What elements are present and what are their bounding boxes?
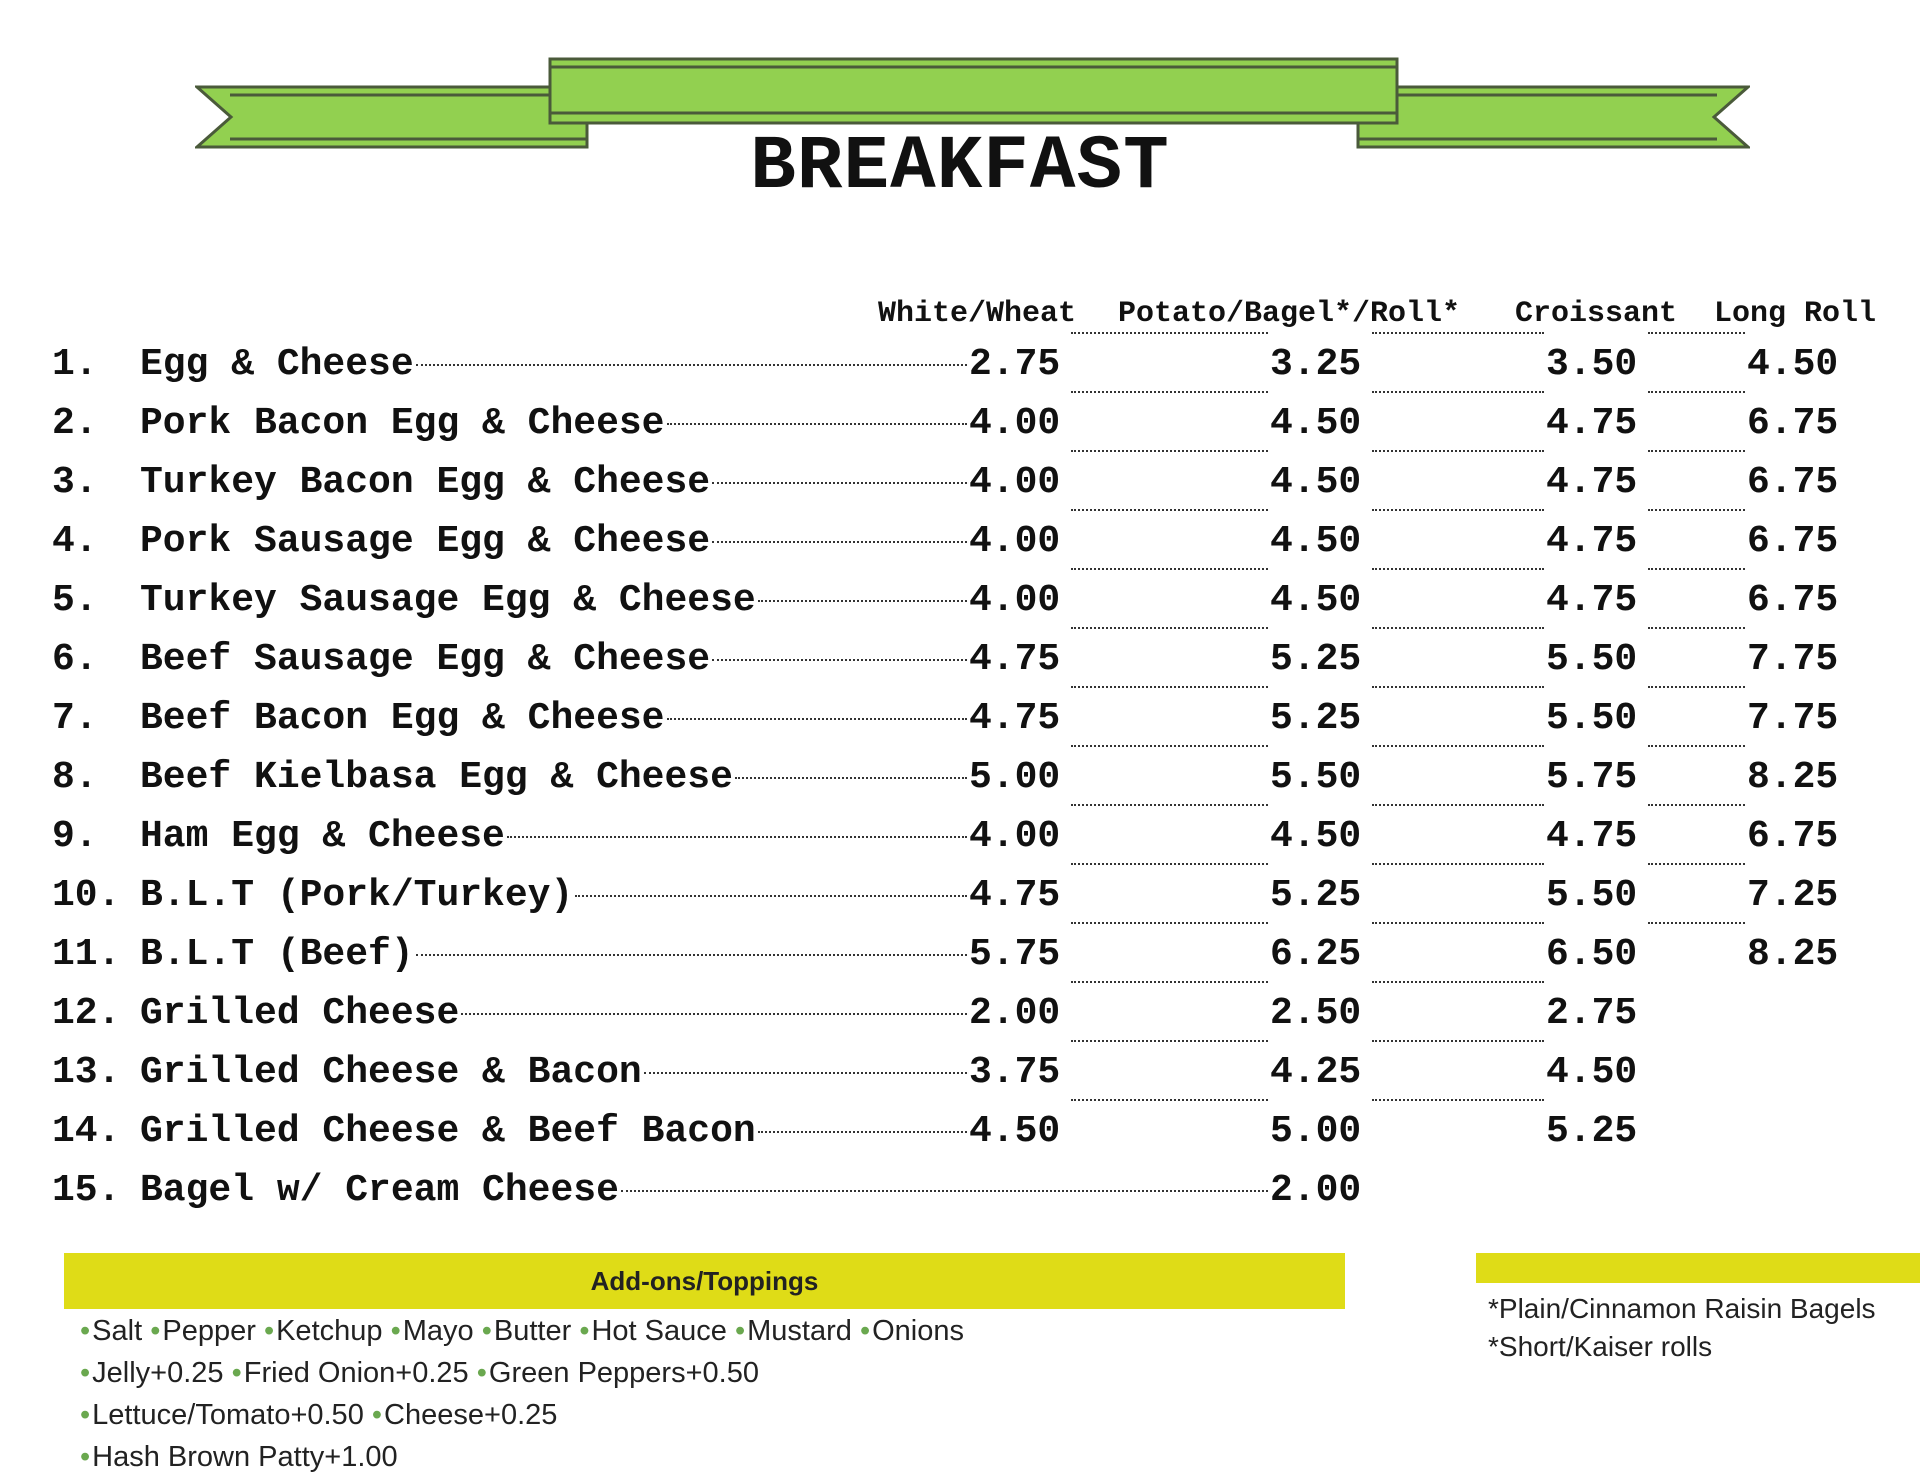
- price-leader: [1069, 635, 1270, 637]
- menu-row: [0, 340, 1920, 399]
- addon-item: Pepper: [162, 1315, 256, 1347]
- column-header-white-wheat: White/Wheat: [878, 297, 1077, 331]
- menu-item-price: 7.25: [1747, 874, 1839, 917]
- dot-leader: [1372, 686, 1544, 688]
- menu-row: [0, 458, 1920, 517]
- addon-item: Ketchup: [276, 1315, 383, 1347]
- menu-row: [0, 1166, 1920, 1225]
- menu-item-price: 5.00: [969, 756, 1061, 799]
- dot-leader: [1648, 509, 1745, 511]
- menu-item-name: Pork Bacon Egg & Cheese: [140, 402, 665, 445]
- menu-item-price: 4.75: [1546, 402, 1638, 445]
- menu-row: [0, 399, 1920, 458]
- addon-item: Onions: [872, 1315, 964, 1347]
- price-leader: [1069, 930, 1270, 932]
- menu-item-price: 4.50: [1270, 579, 1362, 622]
- menu-item-number: 4.: [52, 520, 98, 563]
- dot-leader: [758, 600, 967, 602]
- menu-item-leader: [140, 517, 969, 567]
- column-header-potato-bagel-roll: Potato/Bagel*/Roll*: [1118, 297, 1461, 331]
- addons-line: [80, 1394, 964, 1436]
- menu-item-price: 4.75: [1546, 520, 1638, 563]
- price-leader: [1646, 694, 1747, 696]
- menu-item-number: 3.: [52, 461, 98, 504]
- menu-item-name: B.L.T (Beef): [140, 933, 414, 976]
- dot-leader: [1071, 745, 1268, 747]
- dot-leader: [1071, 1099, 1268, 1101]
- bullet-icon: •: [231, 1357, 242, 1389]
- dot-leader: [507, 836, 967, 838]
- dot-leader: [1372, 450, 1544, 452]
- price-leader: [1069, 399, 1270, 401]
- dot-leader: [575, 895, 967, 897]
- menu-item-name: Beef Sausage Egg & Cheese: [140, 638, 711, 681]
- price-leader: [1646, 517, 1747, 519]
- menu-item-leader: [140, 340, 969, 390]
- menu-item-price: 5.00: [1270, 1110, 1362, 1153]
- menu-item-price: 7.75: [1747, 638, 1839, 681]
- menu-item-name: Beef Bacon Egg & Cheese: [140, 697, 665, 740]
- dot-leader: [1372, 391, 1544, 393]
- dot-leader: [712, 541, 967, 543]
- column-header-long-roll: Long Roll: [1714, 297, 1877, 331]
- dot-leader: [1071, 332, 1268, 334]
- dot-leader: [1071, 509, 1268, 511]
- menu-item-price: 5.25: [1270, 638, 1362, 681]
- dot-leader: [1071, 922, 1268, 924]
- menu-item-leader: [140, 930, 969, 980]
- menu-item-price: 2.00: [1270, 1169, 1362, 1212]
- price-leader: [1646, 871, 1747, 873]
- dot-leader: [1071, 981, 1268, 983]
- price-leader: [1069, 458, 1270, 460]
- dot-leader: [667, 423, 968, 425]
- menu-row: [0, 871, 1920, 930]
- menu-row: [0, 1048, 1920, 1107]
- bullet-icon: •: [80, 1441, 91, 1473]
- price-leader: [1646, 635, 1747, 637]
- menu-item-leader: [140, 635, 969, 685]
- bullet-icon: •: [80, 1357, 91, 1389]
- dot-leader: [416, 364, 967, 366]
- bullet-icon: •: [734, 1315, 746, 1347]
- dot-leader: [1372, 1040, 1544, 1042]
- dot-leader: [712, 482, 967, 484]
- dot-leader: [712, 659, 967, 661]
- menu-item-leader: [140, 576, 969, 626]
- menu-item-price: 6.50: [1546, 933, 1638, 976]
- menu-item-number: 2.: [52, 402, 98, 445]
- price-leader: [1646, 399, 1747, 401]
- menu-item-name: Grilled Cheese & Beef Bacon: [140, 1110, 756, 1153]
- note-bagels: *Plain/Cinnamon Raisin Bagels: [1488, 1293, 1876, 1324]
- price-leader: [1069, 989, 1270, 991]
- menu-row: [0, 1107, 1920, 1166]
- menu-item-number: 14.: [52, 1110, 121, 1153]
- menu-item-price: 4.50: [1270, 461, 1362, 504]
- dot-leader: [667, 718, 968, 720]
- menu-item-price: 4.75: [1546, 461, 1638, 504]
- price-leader: [1646, 930, 1747, 932]
- price-leader: [1370, 1107, 1546, 1109]
- menu-item-name: Turkey Sausage Egg & Cheese: [140, 579, 756, 622]
- menu-item-number: 15.: [52, 1169, 121, 1212]
- price-leader: [1069, 1048, 1270, 1050]
- menu-item-price: 6.75: [1747, 520, 1839, 563]
- addons-line: [80, 1310, 964, 1352]
- dot-leader: [644, 1072, 967, 1074]
- menu-row: [0, 576, 1920, 635]
- price-leader: [1370, 576, 1546, 578]
- menu-item-number: 10.: [52, 874, 121, 917]
- price-leader: [1069, 694, 1270, 696]
- menu-item-price: 2.00: [969, 992, 1061, 1035]
- menu-item-price: 4.00: [969, 461, 1061, 504]
- addon-item: Hash Brown Patty+1.00: [92, 1441, 398, 1473]
- price-leader: [1646, 812, 1747, 814]
- menu-item-price: 7.75: [1747, 697, 1839, 740]
- menu-item-name: Grilled Cheese: [140, 992, 460, 1035]
- menu-item-price: 4.00: [969, 402, 1061, 445]
- addon-item: Mayo: [402, 1315, 474, 1347]
- menu-row: [0, 812, 1920, 871]
- dot-leader: [1071, 568, 1268, 570]
- bullet-icon: •: [859, 1315, 871, 1347]
- menu-row: [0, 753, 1920, 812]
- bullet-icon: •: [390, 1315, 401, 1347]
- menu-row: [0, 517, 1920, 576]
- price-leader: [1069, 871, 1270, 873]
- bullet-icon: •: [476, 1357, 487, 1389]
- price-leader: [1370, 635, 1546, 637]
- dot-leader: [1071, 863, 1268, 865]
- note-rolls: *Short/Kaiser rolls: [1488, 1331, 1713, 1362]
- menu-item-price: 2.50: [1270, 992, 1362, 1035]
- dot-leader: [1372, 1099, 1544, 1101]
- price-leader: [1370, 517, 1546, 519]
- price-leader: [1646, 753, 1747, 755]
- dot-leader: [735, 777, 967, 779]
- menu-item-number: 12.: [52, 992, 121, 1035]
- menu-item-name: Egg & Cheese: [140, 343, 414, 386]
- addons-header: Add-ons/Toppings: [64, 1253, 1345, 1309]
- menu-item-leader: [140, 458, 969, 508]
- price-leader: [1370, 340, 1546, 342]
- dot-leader: [1648, 863, 1745, 865]
- menu-item-price: 4.50: [1270, 815, 1362, 858]
- dot-leader: [1648, 450, 1745, 452]
- menu-item-price: 4.00: [969, 520, 1061, 563]
- menu-item-price: 4.75: [969, 874, 1061, 917]
- bullet-icon: •: [263, 1315, 275, 1347]
- menu-item-price: 8.25: [1747, 933, 1839, 976]
- price-leader: [1370, 399, 1546, 401]
- notes: [1488, 1290, 1876, 1366]
- menu-item-price: 4.00: [969, 815, 1061, 858]
- dot-leader: [1648, 332, 1745, 334]
- dot-leader: [1372, 332, 1544, 334]
- addon-item: Salt: [92, 1315, 143, 1347]
- menu-item-price: 2.75: [1546, 992, 1638, 1035]
- menu-row: [0, 989, 1920, 1048]
- menu-item-leader: [140, 1166, 1270, 1216]
- menu-item-price: 5.25: [1546, 1110, 1638, 1153]
- dot-leader: [1071, 804, 1268, 806]
- menu-item-price: 2.75: [969, 343, 1061, 386]
- menu-item-price: 8.25: [1747, 756, 1839, 799]
- column-header-croissant: Croissant: [1515, 297, 1678, 331]
- notes-bar: [1476, 1253, 1920, 1283]
- menu-item-price: 5.50: [1546, 697, 1638, 740]
- dot-leader: [1071, 450, 1268, 452]
- menu-item-number: 7.: [52, 697, 98, 740]
- dot-leader: [416, 954, 967, 956]
- addon-item: Hot Sauce: [591, 1315, 727, 1347]
- menu-item-number: 11.: [52, 933, 121, 976]
- price-leader: [1069, 340, 1270, 342]
- menu-item-price: 4.25: [1270, 1051, 1362, 1094]
- price-leader: [1370, 930, 1546, 932]
- menu-item-price: 4.00: [969, 579, 1061, 622]
- menu-item-name: B.L.T (Pork/Turkey): [140, 874, 574, 917]
- menu-item-price: 5.50: [1546, 638, 1638, 681]
- menu-item-leader: [140, 1107, 969, 1157]
- menu-item-name: Bagel w/ Cream Cheese: [140, 1169, 619, 1212]
- menu-item-price: 5.75: [969, 933, 1061, 976]
- menu-item-price: 6.75: [1747, 461, 1839, 504]
- price-leader: [1069, 517, 1270, 519]
- menu-item-number: 13.: [52, 1051, 121, 1094]
- menu-item-price: 3.50: [1546, 343, 1638, 386]
- menu-item-price: 4.75: [1546, 579, 1638, 622]
- addons-line: [80, 1436, 964, 1478]
- dot-leader: [1372, 863, 1544, 865]
- bullet-icon: •: [150, 1315, 161, 1347]
- addon-item: Jelly+0.25: [92, 1357, 224, 1389]
- dot-leader: [1648, 686, 1745, 688]
- menu-item-price: 4.75: [969, 697, 1061, 740]
- dot-leader: [1648, 627, 1745, 629]
- menu-item-leader: [140, 694, 969, 744]
- menu-item-price: 3.25: [1270, 343, 1362, 386]
- menu-item-price: 4.75: [1546, 815, 1638, 858]
- menu-item-price: 6.75: [1747, 579, 1839, 622]
- addons-line: [80, 1352, 964, 1394]
- price-leader: [1069, 753, 1270, 755]
- bullet-icon: •: [481, 1315, 492, 1347]
- menu-item-number: 6.: [52, 638, 98, 681]
- dot-leader: [1648, 391, 1745, 393]
- dot-leader: [1648, 804, 1745, 806]
- dot-leader: [1071, 627, 1268, 629]
- menu-row: [0, 635, 1920, 694]
- price-leader: [1370, 753, 1546, 755]
- dot-leader: [1372, 922, 1544, 924]
- dot-leader: [1648, 568, 1745, 570]
- price-leader: [1370, 871, 1546, 873]
- price-leader: [1646, 576, 1747, 578]
- menu-item-price: 4.50: [1747, 343, 1839, 386]
- bullet-icon: •: [371, 1399, 383, 1431]
- menu-item-name: Beef Kielbasa Egg & Cheese: [140, 756, 733, 799]
- price-leader: [1370, 1048, 1546, 1050]
- menu-item-leader: [140, 812, 969, 862]
- menu-item-name: Turkey Bacon Egg & Cheese: [140, 461, 711, 504]
- menu-item-leader: [140, 871, 969, 921]
- menu-item-number: 1.: [52, 343, 98, 386]
- addon-item: Mustard: [747, 1315, 852, 1347]
- price-leader: [1370, 812, 1546, 814]
- dot-leader: [1372, 981, 1544, 983]
- menu-item-price: 3.75: [969, 1051, 1061, 1094]
- menu-item-price: 6.75: [1747, 402, 1839, 445]
- bullet-icon: •: [80, 1315, 91, 1347]
- page-title: BREAKFAST: [750, 124, 1170, 210]
- dot-leader: [1372, 745, 1544, 747]
- price-leader: [1646, 340, 1747, 342]
- price-leader: [1370, 458, 1546, 460]
- dot-leader: [1372, 627, 1544, 629]
- addon-item: Lettuce/Tomato+0.50: [92, 1399, 364, 1431]
- dot-leader: [1648, 922, 1745, 924]
- menu-item-price: 4.75: [969, 638, 1061, 681]
- bullet-icon: •: [579, 1315, 590, 1347]
- menu-item-price: 5.50: [1270, 756, 1362, 799]
- dot-leader: [1372, 568, 1544, 570]
- dot-leader: [461, 1013, 967, 1015]
- addons-list: [80, 1310, 964, 1478]
- dot-leader: [1071, 686, 1268, 688]
- dot-leader: [758, 1131, 967, 1133]
- addon-item: Fried Onion+0.25: [243, 1357, 469, 1389]
- price-leader: [1370, 694, 1546, 696]
- menu-item-name: Ham Egg & Cheese: [140, 815, 505, 858]
- menu-item-price: 5.25: [1270, 874, 1362, 917]
- bullet-icon: •: [80, 1399, 91, 1431]
- dot-leader: [1372, 509, 1544, 511]
- price-leader: [1646, 458, 1747, 460]
- menu-item-price: 4.50: [969, 1110, 1061, 1153]
- price-leader: [1069, 1107, 1270, 1109]
- menu-item-price: 4.50: [1546, 1051, 1638, 1094]
- dot-leader: [621, 1190, 1268, 1192]
- menu-item-price: 4.50: [1270, 402, 1362, 445]
- menu-item-price: 5.75: [1546, 756, 1638, 799]
- menu-row: [0, 694, 1920, 753]
- menu-item-price: 4.50: [1270, 520, 1362, 563]
- menu-item-price: 6.25: [1270, 933, 1362, 976]
- menu-item-name: Grilled Cheese & Bacon: [140, 1051, 642, 1094]
- price-leader: [1069, 812, 1270, 814]
- dot-leader: [1071, 391, 1268, 393]
- dot-leader: [1071, 1040, 1268, 1042]
- menu-row: [0, 930, 1920, 989]
- addon-item: Butter: [493, 1315, 572, 1347]
- price-leader: [1370, 989, 1546, 991]
- dot-leader: [1372, 804, 1544, 806]
- menu-item-leader: [140, 1048, 969, 1098]
- menu-item-price: 5.50: [1546, 874, 1638, 917]
- addon-item: Green Peppers+0.50: [488, 1357, 759, 1389]
- addon-item: Cheese+0.25: [384, 1399, 558, 1431]
- price-leader: [1069, 576, 1270, 578]
- dot-leader: [1648, 745, 1745, 747]
- menu-item-leader: [140, 399, 969, 449]
- menu-item-number: 5.: [52, 579, 98, 622]
- menu-item-leader: [140, 989, 969, 1039]
- menu-item-name: Pork Sausage Egg & Cheese: [140, 520, 711, 563]
- menu-item-price: 6.75: [1747, 815, 1839, 858]
- menu-item-number: 9.: [52, 815, 98, 858]
- menu-item-price: 5.25: [1270, 697, 1362, 740]
- menu-item-leader: [140, 753, 969, 803]
- menu-item-number: 8.: [52, 756, 98, 799]
